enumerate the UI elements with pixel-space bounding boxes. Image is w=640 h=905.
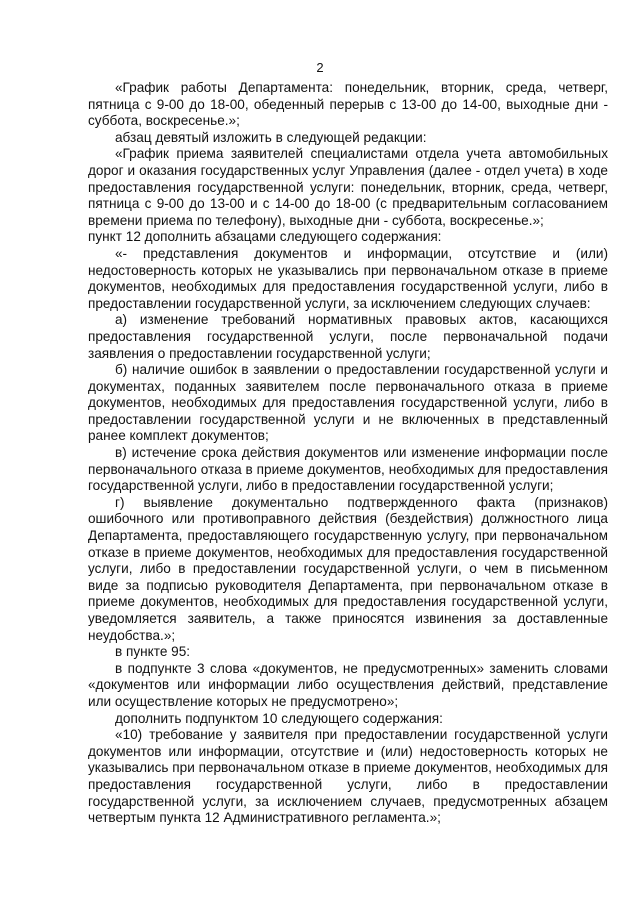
document-body: [88, 80, 608, 827]
paragraph: «График работы Департамента: понедельник, вторник, среда, четверг, пятница с 9-00 до 18-00, обеденный перерыв с 13-00 до 14-00, выходные дни - суббота, воскресенье.»;: [88, 80, 608, 129]
paragraph: г) выявление документально подтвержденного факта (признаков) ошибочного или противоправного действия (бездействия) должностного лица Департамента, предоставляющего государственную услугу, при первоначальном отказе в приеме документов, необходимых для предоставления государственной услуги, либо в предоставлении государственной услуги, о чем в письменном виде за подписью руководителя Департамента, при первоначальном отказе в приеме документов, необходимых для предоставления государственной услуги, уведомляется заявитель, а также приносятся извинения за доставленные неудобства.»;: [88, 494, 608, 643]
paragraph: а) изменение требований нормативных правовых актов, касающихся предоставления государственной услуги, после первоначальной подачи заявления о предоставлении государственной услуги;: [88, 312, 608, 361]
paragraph: абзац девятый изложить в следующей редакции:: [115, 129, 427, 145]
paragraph: б) наличие ошибок в заявлении о предоставлении государственной услуги и документах, поданных заявителем после первоначального отказа в приеме документов, необходимых для предоставления государственной услуги, либо в предоставлении государственной услуги и не включенных в представленный ранее комплект документов;: [88, 362, 608, 444]
paragraph: дополнить подпунктом 10 следующего содержания:: [115, 710, 443, 726]
paragraph: «- представления документов и информации, отсутствие и (или) недостоверность которых не указывались при первоначальном отказе в приеме документов, необходимых для предоставления государственной услуги, либо в предоставлении государственной услуги, за исключением следующих случаев:: [88, 245, 608, 311]
page-number: 2: [316, 60, 324, 75]
paragraph: «График приема заявителей специалистами отдела учета автомобильных дорог и оказания государственных услуг Управления (далее - отдел учета) в ходе предоставления государственной услуги: понедельник, вторник, среда, четверг, пятница с 9-00 до 13-00 и с 14-00 до 18-00 (с предварительным согласованием времени приема по телефону), выходные дни - суббота, воскресенье.»;: [88, 146, 608, 228]
paragraph: в) истечение срока действия документов или изменение информации после первоначального отказа в приеме документов, необходимых для предоставления государственной услуги, либо в предоставлении государственной услуги;: [88, 445, 608, 494]
paragraph: в подпункте 3 слова «документов, не предусмотренных» заменить словами «документов или информации либо осуществления действий, представление или осуществление которых не предусмотрено»;: [88, 660, 608, 709]
paragraph: в пункте 95:: [115, 644, 191, 660]
paragraph: пункт 12 дополнить абзацами следующего содержания:: [88, 229, 442, 245]
paragraph: «10) требование у заявителя при предоставлении государственной услуги документов или информации, отсутствие и (или) недостоверность которых не указывались при первоначальном отказе в приеме документов, необходимых для предоставления государственной услуги, либо в предоставлении государственной услуги, за исключением случаев, предусмотренных абзацем четвертым пункта 12 Административного регламента.»;: [88, 727, 608, 826]
